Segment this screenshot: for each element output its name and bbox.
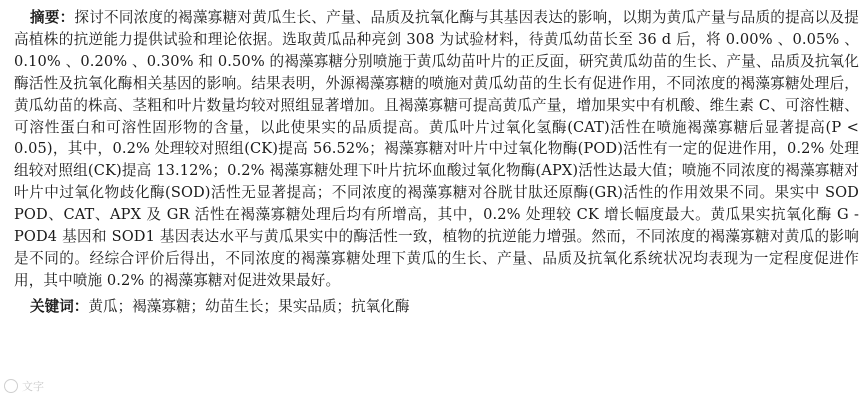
watermark-text: 文字	[22, 380, 44, 393]
abstract-paragraph	[14, 7, 859, 292]
keywords-line	[14, 296, 859, 318]
watermark	[4, 378, 44, 394]
abstract-body: 探讨不同浓度的褐藻寡糖对黄瓜生长、产量、品质及抗氧化酶与其基因表达的影响，以期为黄瓜产量与品质的提高以及提高植株的抗逆能力提供试验和理论依据。选取黄瓜品种亮剑 308 为试验材料，待黄瓜幼苗长至 36 d 后，将 0.00% 、0.05% 、0.10% 、0.20% 、0.30% 和 0.50% 的褐藻寡糖分别喷施于黄瓜幼苗叶片的正反面，研究黄瓜幼苗的生长、产量、品质及抗氧化酶活性及抗氧化酶相关基因的影响。结果表明，外源褐藻寡糖的喷施对黄瓜幼苗的生长有促进作用，不同浓度的褐藻寡糖处理后，黄瓜幼苗的株高、茎粗和叶片数量均较对照组显著增加。且褐藻寡糖可提高黄瓜产量，增加果实中有机酸、维生素 C、可溶性糖、可溶性蛋白和可溶性固形物的含量，以此使果实的品质提高。黄瓜叶片过氧化氢酶(CAT)活性在喷施褐藻寡糖后显著提高(P < 0.05)，其中，0.2% 处理较对照组(CK)提高 56.52%；褐藻寡糖对叶片中过氧化物酶(POD)活性有一定的促进作用，0.2% 处理组较对照组(CK)提高 13.12%；0.2% 褐藻寡糖处理下叶片抗坏血酸过氧化物酶(APX)活性达最大值；喷施不同浓度的褐藻寡糖对叶片中过氧化物歧化酶(SOD)活性无显著提高；不同浓度的褐藻寡糖对谷胱甘肽还原酶(GR)活性的作用效果不同。果实中 SOD POD、CAT、APX 及 GR 活性在褐藻寡糖处理后均有所增高，其中，0.2% 处理较 CK 增长幅度最大。黄瓜果实抗氧化酶 G - POD4 基因和 SOD1 基因表达水平与黄瓜果实中的酶活性一致，植物的抗逆能力增强。然而，不同浓度的褐藻寡糖对黄瓜的影响是不同的。经综合评价后得出，不同浓度的褐藻寡糖处理下黄瓜的生长、产量、品质及抗氧化系统状况均表现为一定程度促进作用，其中喷施 0.2% 的褐藻寡糖对促进效果最好。	[14, 9, 859, 289]
abstract-label: 摘要：	[30, 9, 75, 26]
keywords-body: 黄瓜；褐藻寡糖；幼苗生长；果实品质；抗氧化酶	[88, 297, 410, 315]
watermark-logo-icon	[4, 379, 18, 393]
abstract-page	[14, 7, 859, 318]
keywords-label: 关键词：	[30, 297, 89, 315]
